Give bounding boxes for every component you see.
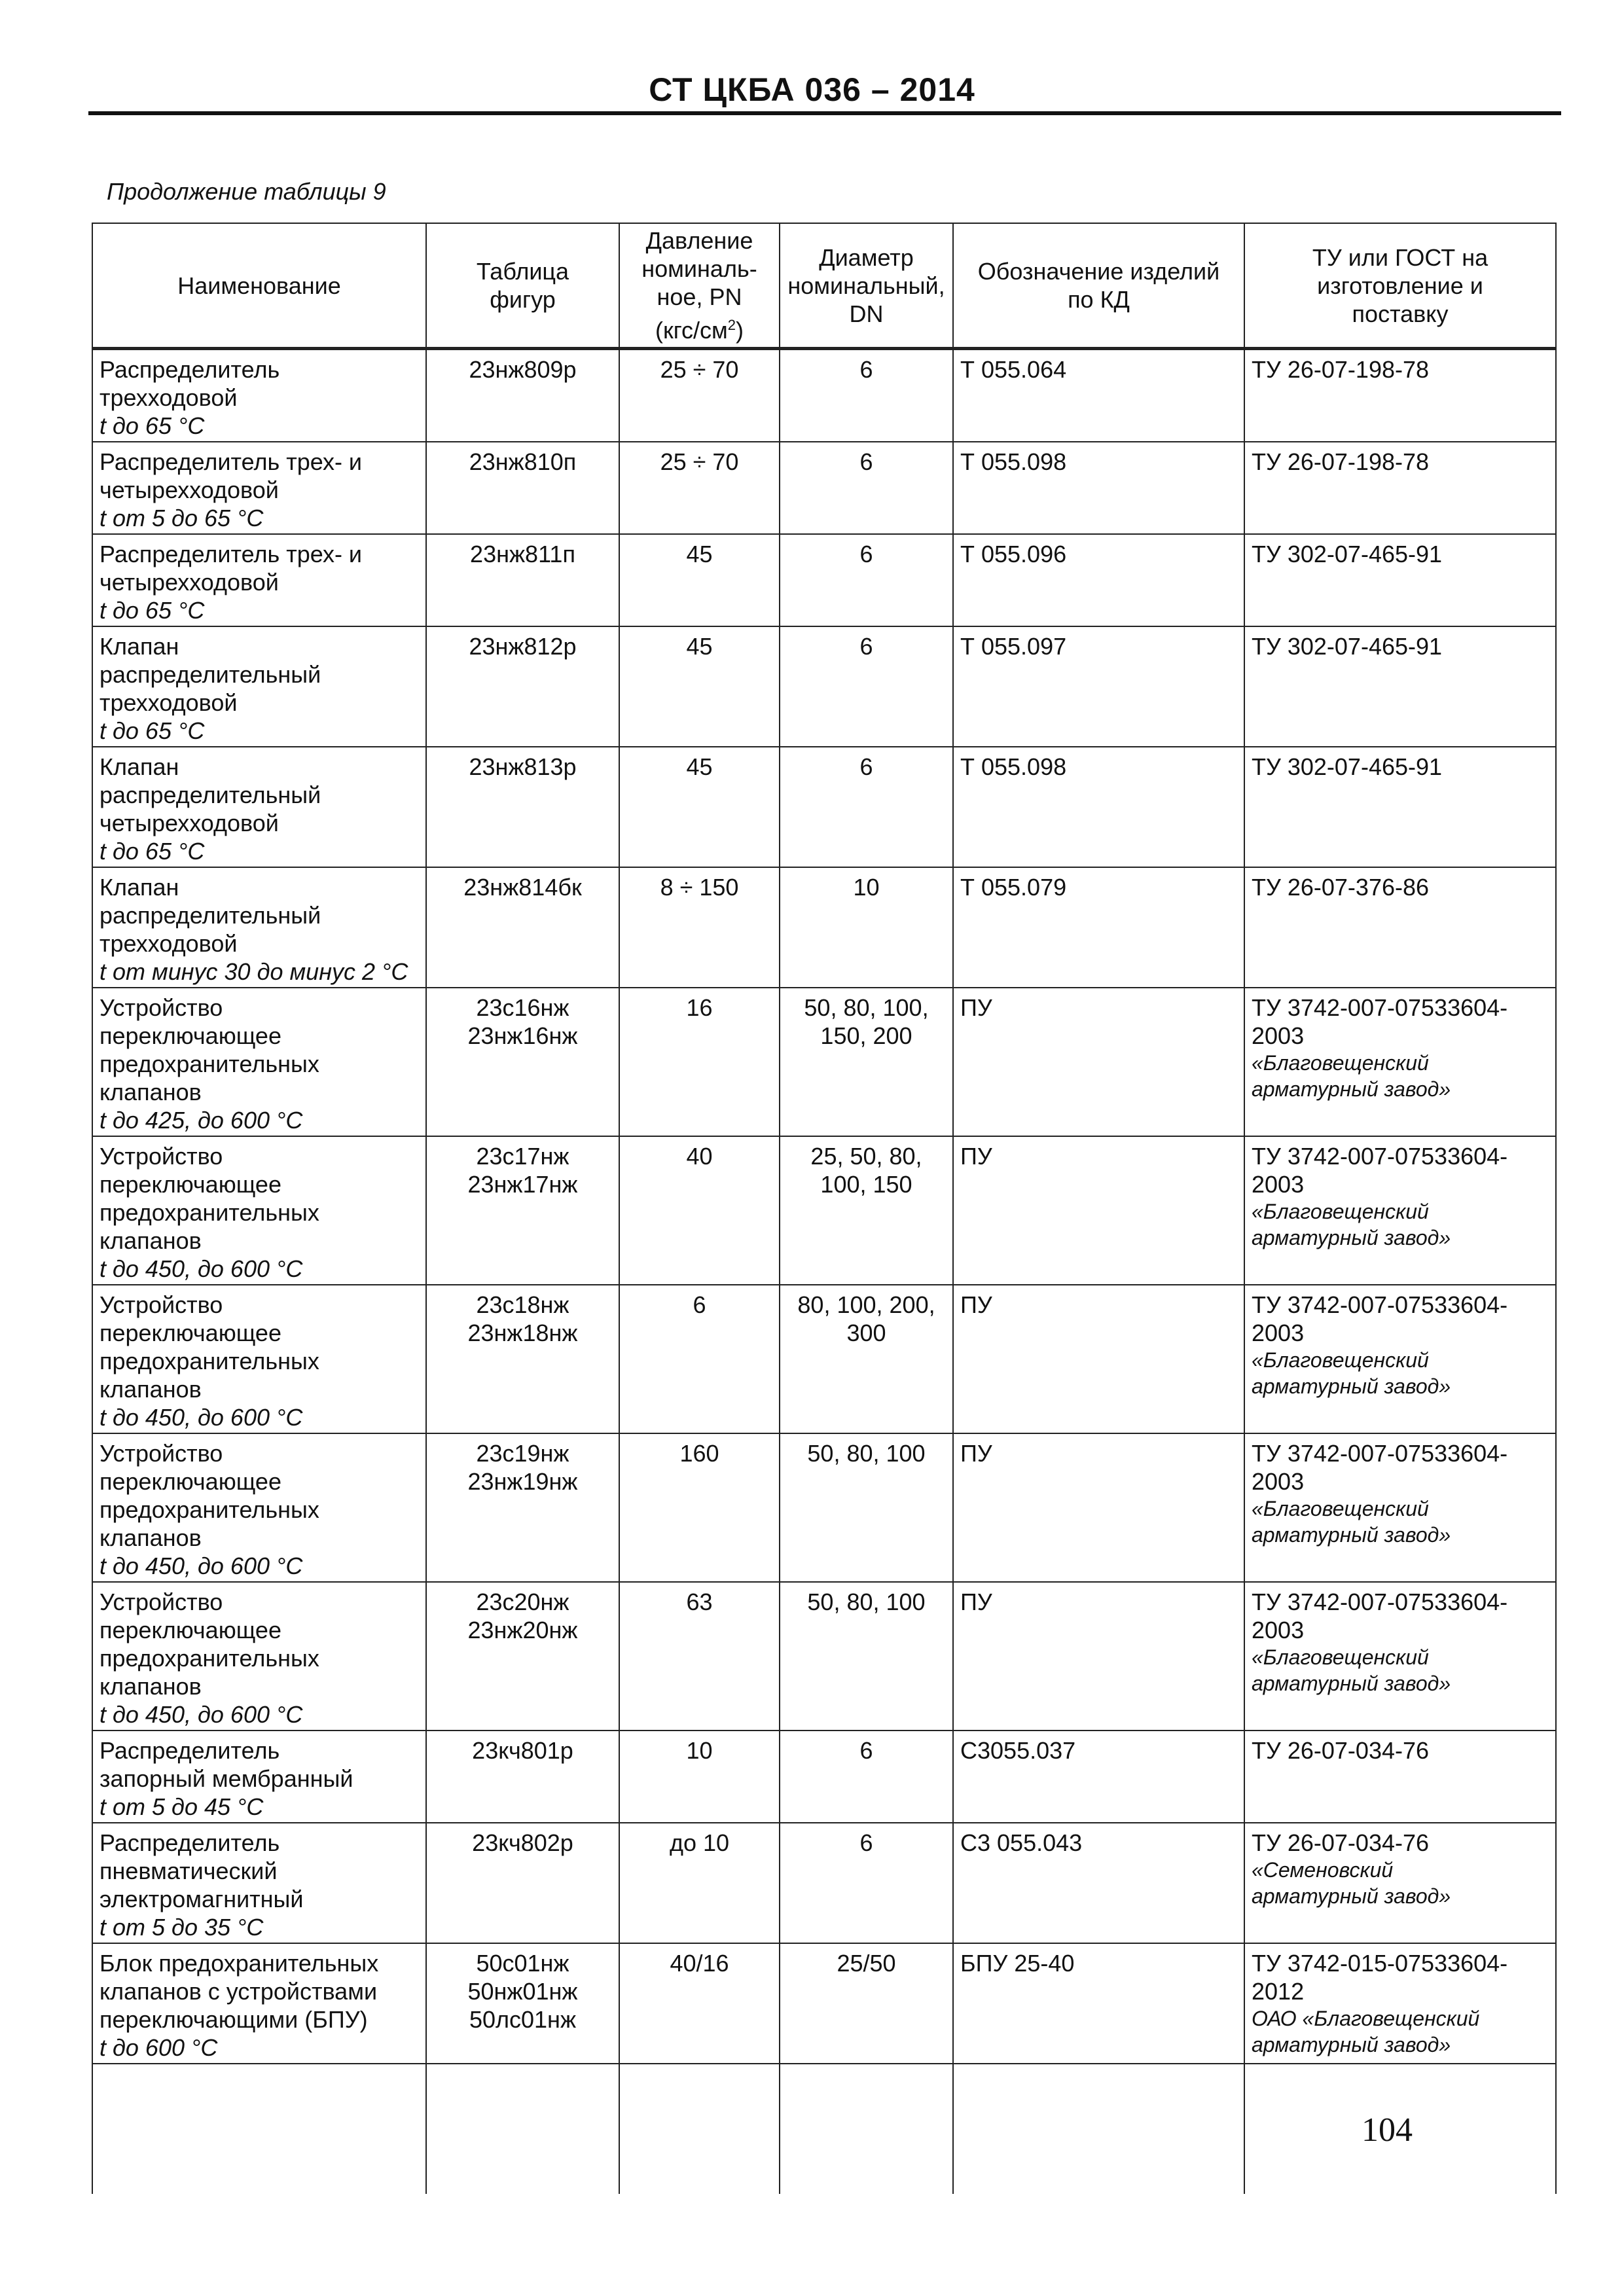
empty-cell (92, 2064, 426, 2194)
cell-spec (1244, 747, 1556, 867)
figure-code: 50с01нж (476, 1950, 569, 1977)
figure-code: 23нж812р (469, 633, 577, 660)
cell-spec (1244, 1136, 1556, 1285)
manufacturer-line: «Семеновский (1252, 1858, 1394, 1882)
table-row (92, 1943, 1556, 2064)
cell-pressure (619, 988, 780, 1136)
manufacturer-line: «Благовещенский (1252, 1497, 1429, 1520)
name-line: предохранительных (99, 1050, 319, 1077)
name-line: Распределитель трех- и (99, 541, 363, 567)
manufacturer-line: ОАО «Благовещенский (1252, 2007, 1480, 2030)
manufacturer-line: «Благовещенский (1252, 1645, 1429, 1669)
pressure-value: 16 (686, 994, 713, 1021)
cell-designation (953, 349, 1244, 442)
pressure-value: 25 ÷ 70 (660, 356, 739, 383)
pressure-value: 40 (686, 1143, 713, 1170)
designation-value: БПУ 25-40 (960, 1950, 1075, 1977)
diameter-value: 6 (859, 1829, 873, 1856)
cell-figure (426, 1582, 619, 1731)
table-row (92, 867, 1556, 988)
diameter-value: 6 (859, 633, 873, 660)
name-line: распределительный (99, 781, 321, 808)
cell-pressure (619, 1943, 780, 2064)
cell-name (92, 1582, 426, 1731)
diameter-value: 50, 80, 100 (807, 1440, 926, 1467)
cell-spec (1244, 867, 1556, 988)
designation-value: С3055.037 (960, 1737, 1076, 1764)
spec-line: ТУ 26-07-198-78 (1252, 356, 1430, 383)
cell-diameter (780, 1731, 953, 1823)
cell-spec (1244, 1943, 1556, 2064)
diameter-value: 300 (846, 1319, 886, 1346)
figure-code: 23нж810п (469, 448, 577, 475)
header-figure: Таблица фигур (426, 223, 619, 349)
cell-name (92, 1731, 426, 1823)
name-line: Устройство (99, 1440, 223, 1467)
diameter-value: 50, 80, 100, (804, 994, 929, 1021)
temperature-range: t до 65 °С (99, 597, 205, 624)
table-row (92, 442, 1556, 534)
cell-designation (953, 534, 1244, 626)
table-row (92, 1136, 1556, 1285)
name-line: предохранительных (99, 1348, 319, 1374)
name-line: пневматический (99, 1857, 278, 1884)
name-line: переключающее (99, 1468, 281, 1495)
cell-name (92, 442, 426, 534)
cell-spec (1244, 988, 1556, 1136)
cell-spec (1244, 534, 1556, 626)
page-number: 104 (1362, 2111, 1413, 2149)
figure-code: 23с18нж (476, 1291, 569, 1318)
name-line: клапанов с устройствами (99, 1978, 378, 2005)
cell-pressure (619, 1731, 780, 1823)
spec-line: 2003 (1252, 1617, 1305, 1643)
cell-spec (1244, 1582, 1556, 1731)
designation-value: Т 055.098 (960, 753, 1067, 780)
designation-value: ПУ (960, 994, 992, 1021)
table-row (92, 1433, 1556, 1582)
diameter-value: 6 (859, 1737, 873, 1764)
spec-line: ТУ 3742-007-07533604- (1252, 1440, 1508, 1467)
figure-code: 23кч801р (472, 1737, 573, 1764)
cell-designation (953, 867, 1244, 988)
cell-diameter (780, 988, 953, 1136)
diameter-value: 25, 50, 80, (810, 1143, 922, 1170)
manufacturer-line: арматурный завод» (1252, 1884, 1451, 1908)
table-row (92, 1285, 1556, 1433)
name-line: предохранительных (99, 1496, 319, 1523)
pressure-value: 160 (679, 1440, 719, 1467)
diameter-value: 80, 100, 200, (797, 1291, 935, 1318)
name-line: запорный мембранный (99, 1765, 353, 1792)
cell-spec (1244, 442, 1556, 534)
spec-line: 2012 (1252, 1978, 1305, 2005)
cell-diameter (780, 1433, 953, 1582)
diameter-value: 6 (859, 753, 873, 780)
cell-figure (426, 1136, 619, 1285)
manufacturer-line: арматурный завод» (1252, 1672, 1451, 1695)
cell-designation (953, 626, 1244, 747)
spec-line: ТУ 3742-007-07533604- (1252, 994, 1508, 1021)
cell-designation (953, 1823, 1244, 1943)
empty-cell (780, 2064, 953, 2194)
figure-code: 23нж20нж (467, 1617, 578, 1643)
figure-code: 23нж809р (469, 356, 577, 383)
spec-line: ТУ 3742-007-07533604- (1252, 1291, 1508, 1318)
cell-diameter (780, 1582, 953, 1731)
cell-diameter (780, 1285, 953, 1433)
manufacturer-line: арматурный завод» (1252, 1226, 1451, 1249)
designation-value: Т 055.064 (960, 356, 1067, 383)
cell-designation (953, 442, 1244, 534)
name-line: Устройство (99, 1588, 223, 1615)
empty-cell (426, 2064, 619, 2194)
figure-code: 23нж18нж (467, 1319, 578, 1346)
cell-spec (1244, 1433, 1556, 1582)
products-table (92, 223, 1557, 2194)
pressure-value: 8 ÷ 150 (660, 874, 739, 901)
pressure-value: 45 (686, 633, 713, 660)
cell-spec (1244, 1285, 1556, 1433)
header-rule (88, 111, 1561, 115)
spec-line: 2003 (1252, 1022, 1305, 1049)
figure-code: 23с16нж (476, 994, 569, 1021)
name-line: трехходовой (99, 930, 238, 957)
name-line: Клапан (99, 753, 179, 780)
diameter-value: 25/50 (837, 1950, 896, 1977)
spec-line: ТУ 3742-007-07533604- (1252, 1143, 1508, 1170)
cell-spec (1244, 1823, 1556, 1943)
pressure-value: 10 (686, 1737, 713, 1764)
name-line: переключающее (99, 1022, 281, 1049)
spec-line: 2003 (1252, 1468, 1305, 1495)
designation-value: ПУ (960, 1440, 992, 1467)
figure-code: 50лс01нж (469, 2006, 577, 2033)
spec-line: 2003 (1252, 1319, 1305, 1346)
header-diameter: Диаметр номинальный, DN (780, 223, 953, 349)
name-line: трехходовой (99, 689, 238, 716)
table-row (92, 534, 1556, 626)
pressure-value: 45 (686, 541, 713, 567)
document-code: СТ ЦКБА 036 – 2014 (649, 71, 975, 108)
cell-pressure (619, 442, 780, 534)
name-line: четырехходовой (99, 569, 279, 596)
name-line: Распределитель (99, 1829, 280, 1856)
cell-name (92, 626, 426, 747)
cell-designation (953, 1582, 1244, 1731)
name-line: переключающими (БПУ) (99, 2006, 368, 2033)
temperature-range: t до 425, до 600 °С (99, 1107, 303, 1134)
cell-pressure (619, 1285, 780, 1433)
designation-value: ПУ (960, 1291, 992, 1318)
table-row (92, 988, 1556, 1136)
name-line: Клапан (99, 633, 179, 660)
name-line: Устройство (99, 1291, 223, 1318)
cell-spec (1244, 1731, 1556, 1823)
cell-designation (953, 747, 1244, 867)
spec-line: ТУ 3742-015-07533604- (1252, 1950, 1508, 1977)
pressure-value: 6 (693, 1291, 706, 1318)
table-row (92, 349, 1556, 442)
header-name: Наименование (92, 223, 426, 349)
figure-code: 23кч802р (472, 1829, 573, 1856)
cell-figure (426, 349, 619, 442)
name-line: клапанов (99, 1673, 202, 1700)
cell-designation (953, 1285, 1244, 1433)
temperature-range: t от 5 до 35 °С (99, 1914, 264, 1941)
cell-name (92, 1136, 426, 1285)
temperature-range: t до 65 °С (99, 717, 205, 744)
designation-value: Т 055.097 (960, 633, 1067, 660)
table-filler-row (92, 2064, 1556, 2194)
name-line: четырехходовой (99, 476, 279, 503)
name-line: Блок предохранительных (99, 1950, 379, 1977)
cell-figure (426, 1285, 619, 1433)
header-designation: Обозначение изделий по КД (953, 223, 1244, 349)
name-line: клапанов (99, 1079, 202, 1105)
cell-pressure (619, 867, 780, 988)
cell-figure (426, 747, 619, 867)
table-header-row (92, 223, 1556, 349)
designation-value: ПУ (960, 1143, 992, 1170)
cell-designation (953, 1136, 1244, 1285)
spec-line: ТУ 26-07-198-78 (1252, 448, 1430, 475)
cell-pressure (619, 1582, 780, 1731)
figure-code: 23нж813р (469, 753, 577, 780)
name-line: электромагнитный (99, 1886, 304, 1912)
spec-line: 2003 (1252, 1171, 1305, 1198)
temperature-range: t до 450, до 600 °С (99, 1255, 303, 1282)
cell-name (92, 747, 426, 867)
cell-figure (426, 626, 619, 747)
empty-cell (619, 2064, 780, 2194)
spec-line: ТУ 26-07-034-76 (1252, 1737, 1430, 1764)
pressure-value: 25 ÷ 70 (660, 448, 739, 475)
figure-code: 23с17нж (476, 1143, 569, 1170)
figure-code: 23нж814бк (463, 874, 582, 901)
diameter-value: 6 (859, 541, 873, 567)
figure-code: 23нж811п (470, 541, 575, 567)
cell-designation (953, 1433, 1244, 1582)
name-line: Распределитель трех- и (99, 448, 363, 475)
pressure-value: 63 (686, 1588, 713, 1615)
cell-name (92, 1433, 426, 1582)
cell-name (92, 867, 426, 988)
cell-diameter (780, 867, 953, 988)
header-spec: ТУ или ГОСТ на изготовление и поставку (1244, 223, 1556, 349)
spec-line: ТУ 26-07-034-76 (1252, 1829, 1430, 1856)
designation-value: Т 055.079 (960, 874, 1067, 901)
figure-code: 23с20нж (476, 1588, 569, 1615)
table-row (92, 1823, 1556, 1943)
name-line: клапанов (99, 1376, 202, 1403)
designation-value: ПУ (960, 1588, 992, 1615)
designation-value: Т 055.096 (960, 541, 1067, 567)
cell-figure (426, 1823, 619, 1943)
diameter-value: 10 (853, 874, 880, 901)
name-line: Клапан (99, 874, 179, 901)
cell-spec (1244, 349, 1556, 442)
designation-value: С3 055.043 (960, 1829, 1083, 1856)
pressure-value: 40/16 (670, 1950, 729, 1977)
diameter-value: 100, 150 (820, 1171, 912, 1198)
temperature-range: t до 600 °С (99, 2034, 218, 2061)
spec-line: ТУ 302-07-465-91 (1252, 633, 1443, 660)
manufacturer-line: «Благовещенский (1252, 1051, 1429, 1075)
manufacturer-line: арматурный завод» (1252, 1374, 1451, 1398)
cell-pressure (619, 747, 780, 867)
name-line: трехходовой (99, 384, 238, 411)
table-caption: Продолжение таблицы 9 (107, 178, 386, 205)
cell-name (92, 1943, 426, 2064)
figure-code: 50нж01нж (467, 1978, 578, 2005)
cell-name (92, 349, 426, 442)
cell-figure (426, 1943, 619, 2064)
cell-pressure (619, 349, 780, 442)
figure-code: 23с19нж (476, 1440, 569, 1467)
figure-code: 23нж16нж (467, 1022, 578, 1049)
manufacturer-line: арматурный завод» (1252, 2033, 1451, 2056)
name-line: распределительный (99, 661, 321, 688)
cell-designation (953, 988, 1244, 1136)
cell-name (92, 988, 426, 1136)
name-line: клапанов (99, 1227, 202, 1254)
temperature-range: t от минус 30 до минус 2 °С (99, 958, 408, 985)
table-row (92, 626, 1556, 747)
figure-code: 23нж17нж (467, 1171, 578, 1198)
spec-line: ТУ 302-07-465-91 (1252, 541, 1443, 567)
cell-diameter (780, 1823, 953, 1943)
cell-name (92, 1285, 426, 1433)
manufacturer-line: «Благовещенский (1252, 1348, 1429, 1372)
cell-diameter (780, 349, 953, 442)
cell-diameter (780, 442, 953, 534)
spec-line: ТУ 26-07-376-86 (1252, 874, 1430, 901)
cell-figure (426, 534, 619, 626)
cell-diameter (780, 1136, 953, 1285)
name-line: переключающее (99, 1319, 281, 1346)
temperature-range: t до 65 °С (99, 838, 205, 865)
name-line: Устройство (99, 994, 223, 1021)
cell-designation (953, 1731, 1244, 1823)
name-line: Распределитель (99, 1737, 280, 1764)
diameter-value: 6 (859, 356, 873, 383)
spec-line: ТУ 3742-007-07533604- (1252, 1588, 1508, 1615)
cell-figure (426, 1433, 619, 1582)
name-line: клапанов (99, 1524, 202, 1551)
manufacturer-line: арматурный завод» (1252, 1077, 1451, 1101)
table-row (92, 1582, 1556, 1731)
cell-spec (1244, 626, 1556, 747)
cell-figure (426, 442, 619, 534)
cell-pressure (619, 1823, 780, 1943)
cell-diameter (780, 534, 953, 626)
pressure-value: до 10 (669, 1829, 730, 1856)
cell-name (92, 534, 426, 626)
spec-line: ТУ 302-07-465-91 (1252, 753, 1443, 780)
temperature-range: t до 450, до 600 °С (99, 1552, 303, 1579)
cell-pressure (619, 534, 780, 626)
name-line: распределительный (99, 902, 321, 929)
name-line: переключающее (99, 1171, 281, 1198)
diameter-value: 50, 80, 100 (807, 1588, 926, 1615)
temperature-range: t до 450, до 600 °С (99, 1701, 303, 1728)
diameter-value: 150, 200 (820, 1022, 912, 1049)
name-line: переключающее (99, 1617, 281, 1643)
cell-figure (426, 867, 619, 988)
cell-pressure (619, 626, 780, 747)
temperature-range: t до 65 °С (99, 412, 205, 439)
cell-figure (426, 1731, 619, 1823)
cell-diameter (780, 1943, 953, 2064)
pressure-value: 45 (686, 753, 713, 780)
diameter-value: 6 (859, 448, 873, 475)
name-line: Устройство (99, 1143, 223, 1170)
cell-pressure (619, 1136, 780, 1285)
temperature-range: t до 450, до 600 °С (99, 1404, 303, 1431)
cell-pressure (619, 1433, 780, 1582)
cell-diameter (780, 747, 953, 867)
table-row (92, 747, 1556, 867)
name-line: предохранительных (99, 1645, 319, 1672)
manufacturer-line: арматурный завод» (1252, 1523, 1451, 1547)
temperature-range: t от 5 до 45 °С (99, 1793, 264, 1820)
cell-designation (953, 1943, 1244, 2064)
header-pressure: Давление номиналь- ное, PN $(кгс/см^2)$ (619, 223, 780, 349)
cell-diameter (780, 626, 953, 747)
manufacturer-line: «Благовещенский (1252, 1200, 1429, 1223)
table-row (92, 1731, 1556, 1823)
cell-name (92, 1823, 426, 1943)
empty-cell (953, 2064, 1244, 2194)
designation-value: Т 055.098 (960, 448, 1067, 475)
name-line: четырехходовой (99, 810, 279, 836)
cell-figure (426, 988, 619, 1136)
name-line: Распределитель (99, 356, 280, 383)
figure-code: 23нж19нж (467, 1468, 578, 1495)
temperature-range: t от 5 до 65 °С (99, 505, 264, 531)
name-line: предохранительных (99, 1199, 319, 1226)
table-body (92, 349, 1556, 2195)
